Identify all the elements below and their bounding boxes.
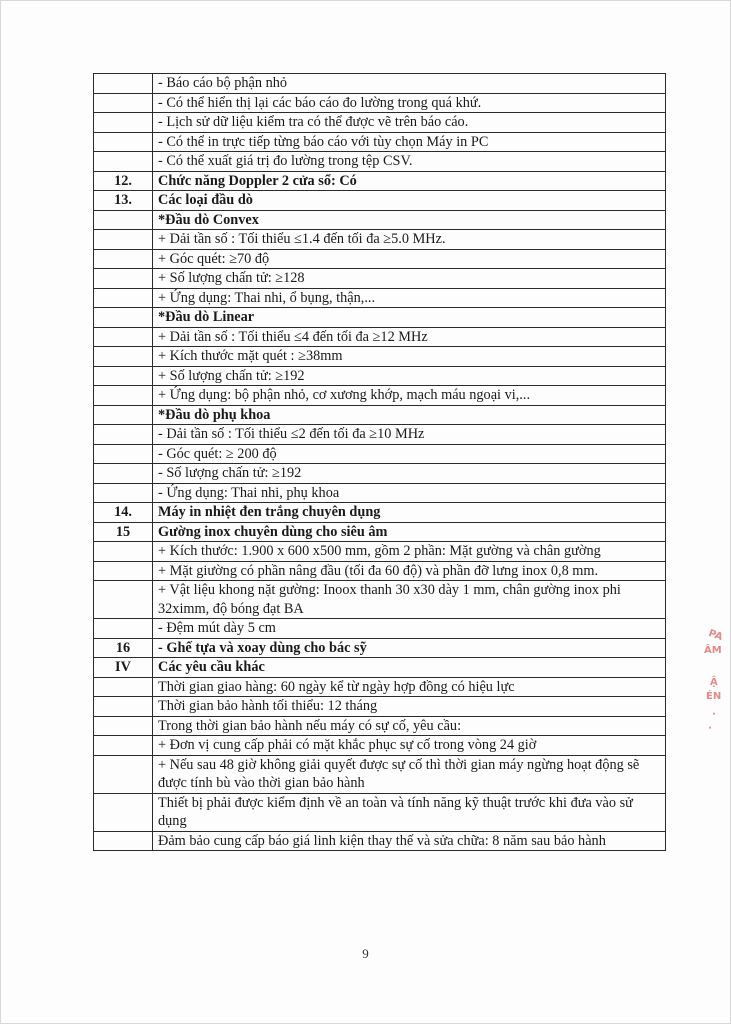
row-content-cell: - Ứng dụng: Thai nhi, phụ khoa [153,483,666,503]
row-content-cell: Trong thời gian bảo hành nếu máy có sự cố, yêu cầu: [153,716,666,736]
row-content-cell: + Dải tần số : Tối thiểu ≤1.4 đến tối đa ≥5.0 MHz. [153,230,666,250]
row-content-cell: Các loại đầu dò [153,191,666,211]
row-content-cell: + Số lượng chấn tử: ≥192 [153,366,666,386]
table-row [94,152,666,172]
table-row [94,93,666,113]
row-number-cell [94,93,153,113]
stamp-text-4: ÉN [706,691,722,702]
row-content-cell: + Góc quét: ≥70 độ [153,249,666,269]
specification-table-body [94,74,666,851]
table-row [94,386,666,406]
table-row [94,831,666,851]
row-number-cell [94,561,153,581]
table-row [94,716,666,736]
table-row [94,542,666,562]
row-number-cell [94,347,153,367]
row-content-cell: Máy in nhiệt đen trắng chuyên dụng [153,503,666,523]
table-row [94,230,666,250]
stamp-text-5: · [712,709,716,720]
row-content-cell: Thiết bị phải được kiểm định về an toàn và tính năng kỹ thuật trước khi đưa vào sử dụng [153,793,666,831]
row-number-cell [94,542,153,562]
row-content-cell: - Đệm mút dày 5 cm [153,619,666,639]
stamp-text-3: Ậ [710,677,718,688]
table-row [94,74,666,94]
row-content-cell: Chức năng Doppler 2 cửa sổ: Có [153,171,666,191]
row-content-cell: + Nếu sau 48 giờ không giải quyết được sự cố thì thời gian máy ngừng hoạt động sẽ được tính bù vào thời gian bảo hành [153,755,666,793]
row-number-cell [94,249,153,269]
row-number-cell: IV [94,658,153,678]
row-content-cell: + Ứng dụng: Thai nhi, ổ bụng, thận,... [153,288,666,308]
table-row [94,210,666,230]
table-row [94,638,666,658]
row-number-cell: 13. [94,191,153,211]
table-row [94,483,666,503]
row-number-cell [94,308,153,328]
row-content-cell: Đảm bảo cung cấp báo giá linh kiện thay thế và sửa chữa: 8 năm sau bảo hành [153,831,666,851]
row-number-cell [94,327,153,347]
row-content-cell: + Dải tần số : Tối thiểu ≤4 đến tối đa ≥12 MHz [153,327,666,347]
table-row [94,561,666,581]
row-content-cell: - Có thể xuất giá trị đo lường trong tệp CSV. [153,152,666,172]
table-row [94,288,666,308]
table-row [94,444,666,464]
stamp-text-1: PA [706,627,724,644]
table-row [94,581,666,619]
row-number-cell: 14. [94,503,153,523]
row-content-cell: + Kích thước mặt quét : ≥38mm [153,347,666,367]
row-content-cell: *Đầu dò Linear [153,308,666,328]
row-number-cell [94,74,153,94]
row-content-cell: *Đầu dò Convex [153,210,666,230]
table-row [94,503,666,523]
table-row [94,736,666,756]
table-row [94,425,666,445]
row-number-cell [94,386,153,406]
row-content-cell: Gường inox chuyên dùng cho siêu âm [153,522,666,542]
row-content-cell: - Số lượng chấn tử: ≥192 [153,464,666,484]
stamp-text-6: · [708,723,712,734]
row-number-cell [94,677,153,697]
red-stamp-fragment [698,627,728,750]
row-content-cell: + Kích thước: 1.900 x 600 x500 mm, gồm 2 phần: Mặt gường và chân gường [153,542,666,562]
table-row [94,269,666,289]
row-content-cell: - Ghế tựa và xoay dùng cho bác sỹ [153,638,666,658]
row-number-cell [94,425,153,445]
row-content-cell: + Mặt giường có phần nâng đầu (tối đa 60 độ) và phần đỡ lưng inox 0,8 mm. [153,561,666,581]
row-content-cell: + Số lượng chấn tử: ≥128 [153,269,666,289]
row-number-cell [94,736,153,756]
table-row [94,113,666,133]
table-row [94,697,666,717]
row-number-cell [94,152,153,172]
table-row [94,366,666,386]
table-row [94,308,666,328]
table-row [94,405,666,425]
row-number-cell [94,405,153,425]
row-content-cell: - Lịch sử dữ liệu kiểm tra có thể được vẽ trên báo cáo. [153,113,666,133]
row-number-cell [94,755,153,793]
page-number: 9 [362,946,369,961]
row-number-cell: 16 [94,638,153,658]
row-content-cell: Thời gian giao hàng: 60 ngày kể từ ngày hợp đồng có hiệu lực [153,677,666,697]
row-number-cell [94,444,153,464]
row-content-cell: Các yêu cầu khác [153,658,666,678]
row-content-cell: *Đầu dò phụ khoa [153,405,666,425]
row-number-cell [94,210,153,230]
row-content-cell: - Báo cáo bộ phận nhỏ [153,74,666,94]
row-number-cell [94,269,153,289]
table-row [94,619,666,639]
row-number-cell [94,619,153,639]
table-row [94,191,666,211]
row-number-cell [94,288,153,308]
row-number-cell [94,464,153,484]
row-number-cell: 12. [94,171,153,191]
table-row [94,522,666,542]
row-number-cell [94,113,153,133]
table-row [94,327,666,347]
table-row [94,677,666,697]
row-content-cell: + Đơn vị cung cấp phải có mặt khắc phục sự cố trong vòng 24 giờ [153,736,666,756]
specification-table [93,73,666,851]
row-number-cell [94,716,153,736]
row-number-cell [94,483,153,503]
row-number-cell [94,697,153,717]
row-number-cell [94,132,153,152]
table-row [94,755,666,793]
table-row [94,347,666,367]
row-number-cell [94,831,153,851]
table-row [94,658,666,678]
row-content-cell: + Vật liệu khong nặt gường: Inoox thanh 30 x30 dày 1 mm, chân gường inox phi 32ximm, độ bóng đạt BA [153,581,666,619]
table-row [94,793,666,831]
row-content-cell: - Có thể hiển thị lại các báo cáo đo lường trong quá khứ. [153,93,666,113]
table-row [94,132,666,152]
table-row [94,249,666,269]
row-content-cell: - Dải tần số : Tối thiểu ≤2 đến tối đa ≥10 MHz [153,425,666,445]
row-content-cell: - Có thể in trực tiếp từng báo cáo với tùy chọn Máy in PC [153,132,666,152]
row-number-cell [94,366,153,386]
stamp-text-2: ÂM [704,645,722,656]
row-content-cell: Thời gian bảo hành tối thiểu: 12 tháng [153,697,666,717]
row-number-cell [94,230,153,250]
row-content-cell: - Góc quét: ≥ 200 độ [153,444,666,464]
row-number-cell [94,581,153,619]
row-content-cell: + Ứng dụng: bộ phận nhỏ, cơ xương khớp, mạch máu ngoại vi,... [153,386,666,406]
row-number-cell: 15 [94,522,153,542]
table-row [94,171,666,191]
table-row [94,464,666,484]
row-number-cell [94,793,153,831]
